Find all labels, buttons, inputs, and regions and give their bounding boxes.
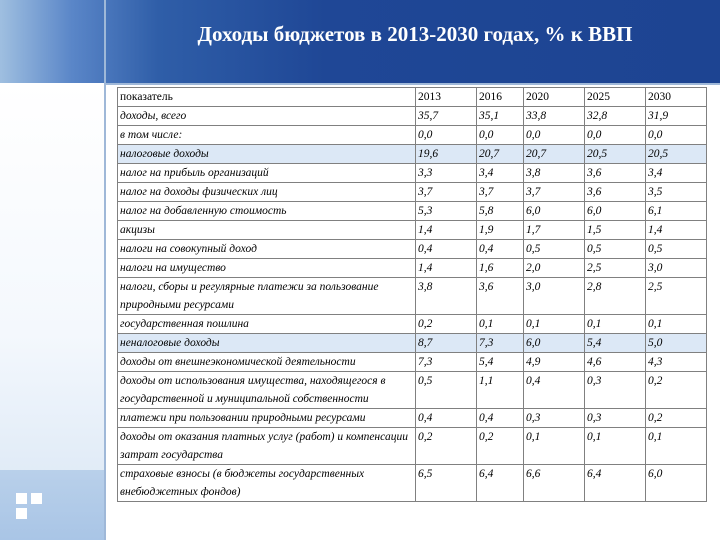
value-cell: 0,1 <box>646 428 707 465</box>
header-year-cell: 2025 <box>585 88 646 107</box>
row-label-cell: доходы от оказания платных услуг (работ) и компенсации затрат государства <box>118 428 416 465</box>
value-cell: 2,0 <box>524 259 585 278</box>
table-row <box>118 372 707 409</box>
value-cell: 6,4 <box>585 465 646 502</box>
value-cell: 2,5 <box>585 259 646 278</box>
value-cell: 4,3 <box>646 353 707 372</box>
table-row <box>118 353 707 372</box>
value-cell: 20,5 <box>646 145 707 164</box>
value-cell: 1,9 <box>477 221 524 240</box>
table-row <box>118 107 707 126</box>
table-row <box>118 202 707 221</box>
value-cell: 3,6 <box>585 183 646 202</box>
value-cell: 0,3 <box>524 409 585 428</box>
value-cell: 0,1 <box>524 315 585 334</box>
table-row <box>118 409 707 428</box>
value-cell: 6,1 <box>646 202 707 221</box>
value-cell: 5,0 <box>646 334 707 353</box>
value-cell: 3,8 <box>524 164 585 183</box>
corner-decoration <box>0 470 104 540</box>
value-cell: 0,1 <box>585 428 646 465</box>
row-label-cell: налоги на совокупный доход <box>118 240 416 259</box>
value-cell: 31,9 <box>646 107 707 126</box>
row-label-cell: налог на добавленную стоимость <box>118 202 416 221</box>
header-year-cell: 2016 <box>477 88 524 107</box>
value-cell: 6,5 <box>416 465 477 502</box>
value-cell: 0,3 <box>585 409 646 428</box>
row-label-cell: доходы от использования имущества, находящегося в государственной и муниципальной собственности <box>118 372 416 409</box>
value-cell: 0,5 <box>524 240 585 259</box>
value-cell: 0,0 <box>524 126 585 145</box>
value-cell: 20,7 <box>477 145 524 164</box>
value-cell: 6,4 <box>477 465 524 502</box>
table-row <box>118 145 707 164</box>
value-cell: 5,3 <box>416 202 477 221</box>
table-body <box>118 88 707 502</box>
row-label-cell: доходы от внешнеэкономической деятельности <box>118 353 416 372</box>
value-cell: 5,8 <box>477 202 524 221</box>
row-label-cell: налог на доходы физических лиц <box>118 183 416 202</box>
decor-square-icon <box>16 508 27 519</box>
value-cell: 0,4 <box>477 240 524 259</box>
header-year-cell: 2020 <box>524 88 585 107</box>
value-cell: 7,3 <box>416 353 477 372</box>
row-label-cell: государственная пошлина <box>118 315 416 334</box>
header-label-cell: показатель <box>118 88 416 107</box>
value-cell: 0,0 <box>646 126 707 145</box>
value-cell: 2,8 <box>585 278 646 315</box>
value-cell: 3,4 <box>477 164 524 183</box>
table-row <box>118 334 707 353</box>
value-cell: 3,0 <box>646 259 707 278</box>
value-cell: 5,4 <box>477 353 524 372</box>
value-cell: 0,0 <box>416 126 477 145</box>
value-cell: 35,7 <box>416 107 477 126</box>
vertical-divider <box>104 0 106 540</box>
value-cell: 0,1 <box>477 315 524 334</box>
value-cell: 2,5 <box>646 278 707 315</box>
value-cell: 20,5 <box>585 145 646 164</box>
budget-revenue-table <box>117 87 707 502</box>
decor-square-icon <box>16 493 27 504</box>
horizontal-divider <box>104 83 720 85</box>
value-cell: 3,8 <box>416 278 477 315</box>
value-cell: 3,7 <box>477 183 524 202</box>
value-cell: 8,7 <box>416 334 477 353</box>
value-cell: 3,6 <box>585 164 646 183</box>
value-cell: 4,9 <box>524 353 585 372</box>
header-year-cell: 2013 <box>416 88 477 107</box>
value-cell: 0,2 <box>646 409 707 428</box>
table-row <box>118 221 707 240</box>
value-cell: 35,1 <box>477 107 524 126</box>
value-cell: 3,5 <box>646 183 707 202</box>
table-row <box>118 126 707 145</box>
value-cell: 6,0 <box>524 202 585 221</box>
value-cell: 1,7 <box>524 221 585 240</box>
value-cell: 6,0 <box>585 202 646 221</box>
value-cell: 0,3 <box>585 372 646 409</box>
value-cell: 0,1 <box>646 315 707 334</box>
value-cell: 4,6 <box>585 353 646 372</box>
table-row <box>118 259 707 278</box>
value-cell: 3,7 <box>416 183 477 202</box>
value-cell: 0,0 <box>477 126 524 145</box>
value-cell: 3,3 <box>416 164 477 183</box>
value-cell: 1,4 <box>416 259 477 278</box>
value-cell: 3,6 <box>477 278 524 315</box>
value-cell: 0,4 <box>477 409 524 428</box>
row-label-cell: налоги, сборы и регулярные платежи за пользование природными ресурсами <box>118 278 416 315</box>
value-cell: 7,3 <box>477 334 524 353</box>
value-cell: 0,2 <box>416 315 477 334</box>
value-cell: 1,4 <box>646 221 707 240</box>
value-cell: 33,8 <box>524 107 585 126</box>
value-cell: 3,0 <box>524 278 585 315</box>
table-row <box>118 315 707 334</box>
row-label-cell: акцизы <box>118 221 416 240</box>
value-cell: 1,1 <box>477 372 524 409</box>
header-year-cell: 2030 <box>646 88 707 107</box>
table-row <box>118 240 707 259</box>
value-cell: 0,4 <box>416 240 477 259</box>
value-cell: 1,5 <box>585 221 646 240</box>
row-label-cell: страховые взносы (в бюджеты государственных внебюджетных фондов) <box>118 465 416 502</box>
value-cell: 20,7 <box>524 145 585 164</box>
value-cell: 0,2 <box>646 372 707 409</box>
value-cell: 0,4 <box>416 409 477 428</box>
value-cell: 3,4 <box>646 164 707 183</box>
value-cell: 0,0 <box>585 126 646 145</box>
table-row <box>118 278 707 315</box>
value-cell: 5,4 <box>585 334 646 353</box>
value-cell: 3,7 <box>524 183 585 202</box>
value-cell: 32,8 <box>585 107 646 126</box>
value-cell: 0,2 <box>477 428 524 465</box>
row-label-cell: неналоговые доходы <box>118 334 416 353</box>
value-cell: 0,1 <box>524 428 585 465</box>
row-label-cell: налоговые доходы <box>118 145 416 164</box>
value-cell: 6,0 <box>646 465 707 502</box>
value-cell: 0,4 <box>524 372 585 409</box>
decor-square-icon <box>31 493 42 504</box>
row-label-cell: доходы, всего <box>118 107 416 126</box>
table-row <box>118 428 707 465</box>
row-label-cell: налог на прибыль организаций <box>118 164 416 183</box>
table-row <box>118 465 707 502</box>
value-cell: 1,6 <box>477 259 524 278</box>
table-row <box>118 183 707 202</box>
value-cell: 6,6 <box>524 465 585 502</box>
value-cell: 0,5 <box>646 240 707 259</box>
value-cell: 0,1 <box>585 315 646 334</box>
slide-header <box>0 0 720 83</box>
value-cell: 1,4 <box>416 221 477 240</box>
row-label-cell: налоги на имущество <box>118 259 416 278</box>
value-cell: 0,5 <box>585 240 646 259</box>
table-row <box>118 164 707 183</box>
row-label-cell: платежи при пользовании природными ресурсами <box>118 409 416 428</box>
slide-title: Доходы бюджетов в 2013-2030 годах, % к ВВП <box>197 22 633 46</box>
value-cell: 0,2 <box>416 428 477 465</box>
value-cell: 6,0 <box>524 334 585 353</box>
value-cell: 19,6 <box>416 145 477 164</box>
row-label-cell: в том числе: <box>118 126 416 145</box>
value-cell: 0,5 <box>416 372 477 409</box>
table-header-row <box>118 88 707 107</box>
